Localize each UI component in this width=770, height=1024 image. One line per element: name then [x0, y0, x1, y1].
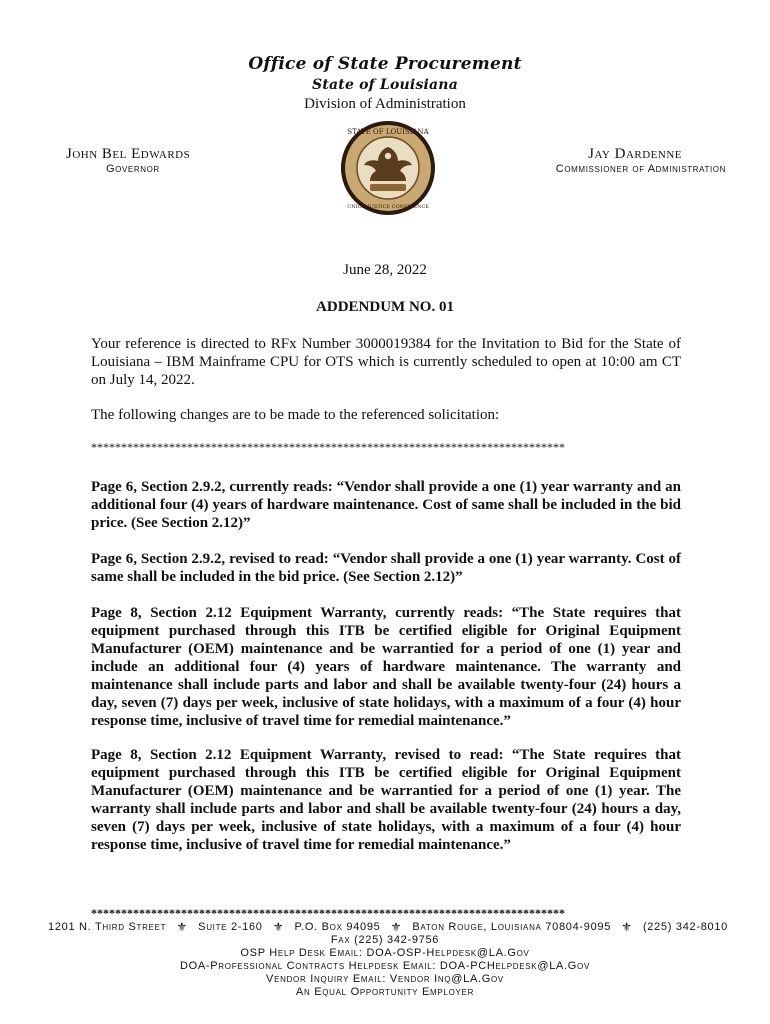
- fleur-de-lis-icon: ⚜: [272, 920, 285, 934]
- state-title: State of Louisiana: [312, 77, 458, 93]
- footer-pc-help-desk: DOA-Professional Contracts Helpdesk Email: DOA-PCHelpdesk@LA.Gov: [179, 960, 591, 972]
- footer-address-row: [48, 920, 728, 934]
- footer-fax: Fax (225) 342-9756: [330, 934, 440, 946]
- footer-phone: (225) 342-8010: [642, 921, 728, 933]
- commissioner-name: Jay Dardenne: [588, 146, 682, 162]
- change-paragraph-1: Page 6, Section 2.9.2, currently reads: “Vendor shall provide a one (1) year warranty and an additional four (4) years of hardware maintenance. Cost of same shall be included in the bid price. (See Section 2.12)”: [91, 479, 681, 531]
- footer-help-desk: OSP Help Desk Email: DOA-OSP-Helpdesk@LA.Gov: [240, 947, 530, 959]
- changes-intro: The following changes are to be made to the referenced solicitation:: [91, 407, 500, 423]
- letter-date: June 28, 2022: [343, 262, 427, 278]
- footer-po-box: P.O. Box 94095: [294, 921, 381, 933]
- state-seal-icon: [340, 120, 436, 216]
- office-title: Office of State Procurement: [248, 54, 522, 74]
- change-paragraph-4: Page 8, Section 2.12 Equipment Warranty, revised to read: “The State requires that equipment purchased through this ITB be certified eligible for Original Equipment Manufacturer (OEM) maintenance and be warrantied for a period of one (1) year. The warranty shall include parts and labor and shall be available twenty-four (24) hours a day, seven (7) days per week, inclusive of state holidays, with a maximum of a four (4) hour response time, inclusive of travel time for remedial maintenance.”: [91, 747, 681, 853]
- change-paragraph-2: Page 6, Section 2.9.2, revised to read: “Vendor shall provide a one (1) year warranty. Cost of same shall be included in the bid price. (See Section 2.12)”: [91, 551, 681, 585]
- addendum-heading: ADDENDUM NO. 01: [316, 299, 454, 315]
- division-title: Division of Administration: [304, 96, 466, 112]
- intro-paragraph: Your reference is directed to RFx Number 3000019384 for the Invitation to Bid for the State of Louisiana – IBM Mainframe CPU for OTS which is currently scheduled to open at 10:00 am CT on July 14, 2022.: [91, 336, 681, 388]
- seal-text-bottom: UNION JUSTICE CONFIDENCE: [347, 204, 429, 210]
- change-paragraph-3: Page 8, Section 2.12 Equipment Warranty, currently reads: “The State requires that equipment purchased through this ITB be certified eligible for Original Equipment Manufacturer (OEM) maintenance and be warrantied for a period of one (1) year and include an additional four (4) years of hardware maintenance. The warranty and maintenance shall include parts and labor and shall be available twenty-four (24) hours a day, seven (7) days per week, inclusive of state holidays, with a maximum of a four (4) hour response time, inclusive of travel time for remedial maintenance.”: [91, 605, 681, 729]
- governor-title: Governor: [106, 163, 160, 175]
- footer-suite: Suite 2-160: [198, 921, 263, 933]
- footer-eoe: An Equal Opportunity Employer: [295, 986, 475, 998]
- footer-vendor-inquiry: Vendor Inquiry Email: Vendor Inq@LA.Gov: [266, 973, 504, 985]
- footer-separator: *******************************************************************************: [91, 906, 565, 920]
- footer-street: 1201 N. Third Street: [48, 921, 167, 933]
- fleur-de-lis-icon: ⚜: [390, 920, 403, 934]
- governor-name: John Bel Edwards: [66, 146, 191, 162]
- commissioner-title: Commissioner of Administration: [555, 163, 726, 175]
- footer-city: Baton Rouge, Louisiana 70804-9095: [412, 921, 612, 933]
- seal-text-top: STATE OF LOUISIANA: [347, 128, 429, 136]
- separator-line: *******************************************************************************: [91, 440, 565, 454]
- fleur-de-lis-icon: ⚜: [621, 920, 633, 934]
- fleur-de-lis-icon: ⚜: [176, 920, 188, 934]
